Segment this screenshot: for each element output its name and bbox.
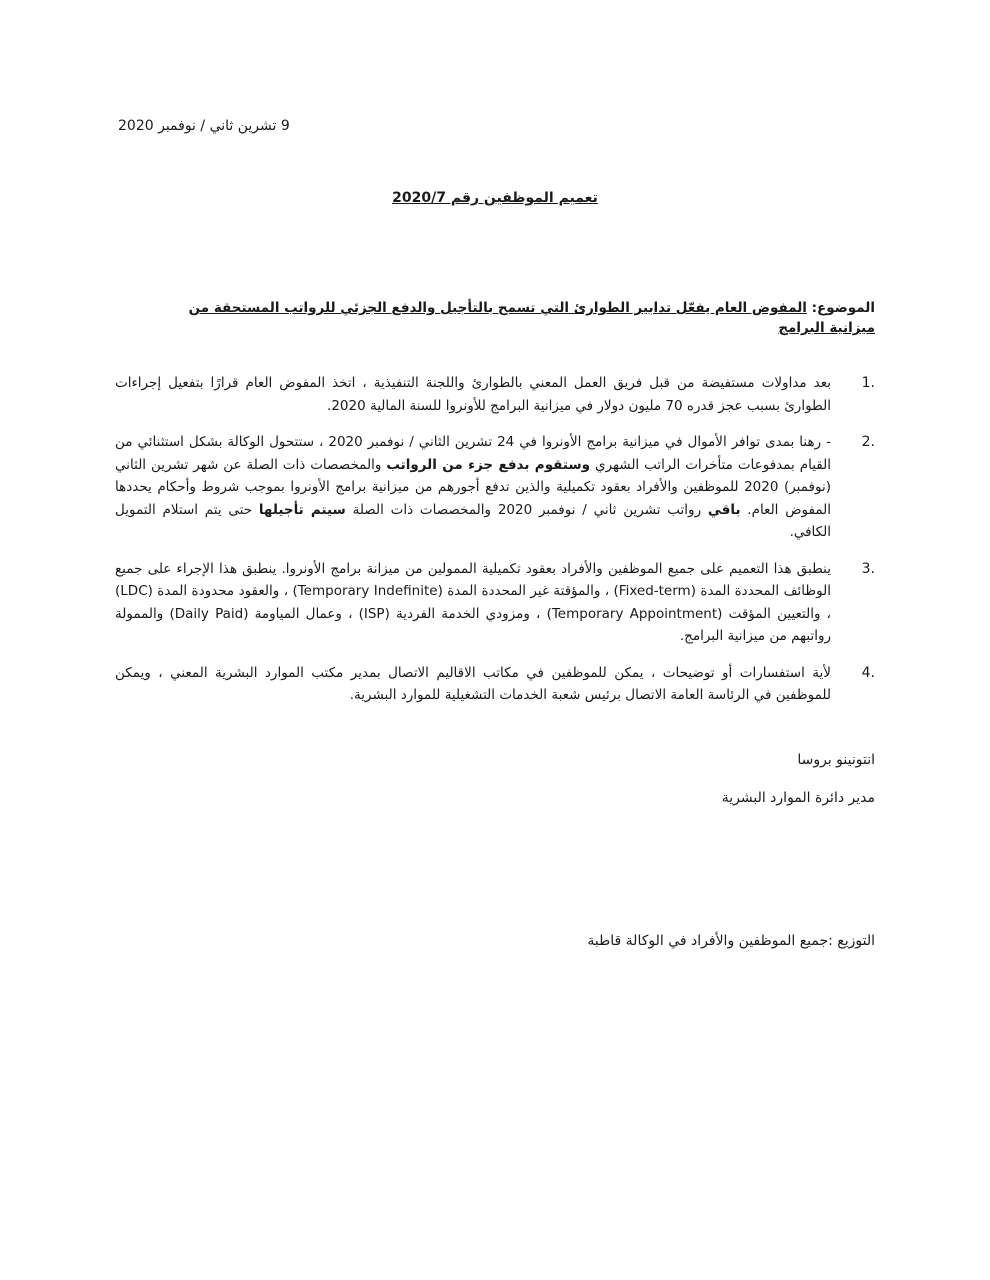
paragraph-bold-text: سيتم تأجيلها — [258, 501, 346, 518]
subject-line — [155, 298, 875, 338]
paragraph-text-part: حتى يتم استلام التمويل الكافي. — [115, 501, 831, 540]
signatory-title: مدير دائرة الموارد البشرية — [721, 790, 875, 806]
subject-text: المفوض العام يفعّل تدابير الطوارئ التي تسمح بالتأجيل والدفع الجزئي للرواتب المستحقة من ميزانية البرامج — [188, 300, 875, 336]
paragraph-bold-text: باقي — [707, 501, 741, 518]
paragraph-4 — [115, 662, 875, 707]
signatory-name: انتونينو بروسا — [797, 752, 875, 768]
document-date: 9 تشرين ثاني / نوفمبر 2020 — [118, 118, 290, 134]
paragraph-number: 2. — [861, 434, 875, 450]
paragraph-text — [115, 431, 831, 544]
subject-label: الموضوع: — [811, 300, 875, 316]
paragraph-text-part: - رهنا بمدى توافر الأموال في ميزانية برامج الأونروا في 24 تشرين الثاني / نوفمبر 2020 ، ستتحول الوكالة بشكل استثنائي من القيام بمدفوعات متأخرات الراتب الشهري — [115, 434, 831, 473]
circular-title: تعميم الموظفين رقم 2020/7 — [392, 190, 598, 206]
paragraph-number: 1. — [861, 375, 875, 391]
paragraph-bold-text: وستقوم بدفع جزء من الرواتب — [386, 456, 591, 473]
paragraph-number: 3. — [861, 560, 875, 577]
paragraph-3 — [115, 558, 875, 648]
paragraph-text: لأية استفسارات أو توضيحات ، يمكن للموظفين في مكاتب الاقاليم الاتصال بمدير مكتب الموارد البشرية المعني ، ويمكن للموظفين في الرئاسة العامة الاتصال برئيس شعبة الخدمات التشغيلية للموارد البشرية. — [115, 664, 831, 703]
paragraph-text-part: رواتب تشرين ثاني / نوفمبر 2020 والمخصصات ذات الصلة — [345, 501, 708, 518]
paragraph-text: ينطبق هذا التعميم على جميع الموظفين والأفراد بعقود تكميلية الممولين من ميزانة برامج الأونروا. ينطبق هذا الإجراء على جميع الوظائف المحددة المدة (Fixed-term) ، والمؤقتة غير المحددة المدة (Temporary Indefinite) ، والعقود محدودة المدة (LDC) ، والتعيين المؤقت (Temporary Appointment) ، ومزودي الخدمة الفردية (ISP) ، وعمال المياومة (Daily Paid) والممولة رواتبهم من ميزانية البرامج. — [115, 560, 832, 644]
paragraph-2 — [115, 431, 875, 544]
paragraph-number: 4. — [861, 664, 875, 681]
paragraph-text-part: والمخصصات ذات الصلة عن شهر تشرين الثاني (نوفمبر) 2020 للموظفين والأفراد بعقود تكميلية والذين تدفع أجورهم من ميزانية برامج الأونروا بموجب شروط وأحكام يحددها المفوض العام. — [115, 456, 832, 518]
paragraph-1 — [115, 372, 875, 417]
distribution-line: التوزيع :جميع الموظفين والأفراد في الوكالة قاطبة — [587, 933, 875, 949]
numbered-paragraphs — [115, 372, 875, 721]
paragraph-text: بعد مداولات مستفيضة من قبل فريق العمل المعني بالطوارئ واللجنة التنفيذية ، اتخذ المفوض العام قرارًا بتفعيل إجراءات الطوارئ بسبب عجز قدره 70 مليون دولار في ميزانية البرامج للأونروا للسنة المالية 2020. — [115, 375, 831, 414]
